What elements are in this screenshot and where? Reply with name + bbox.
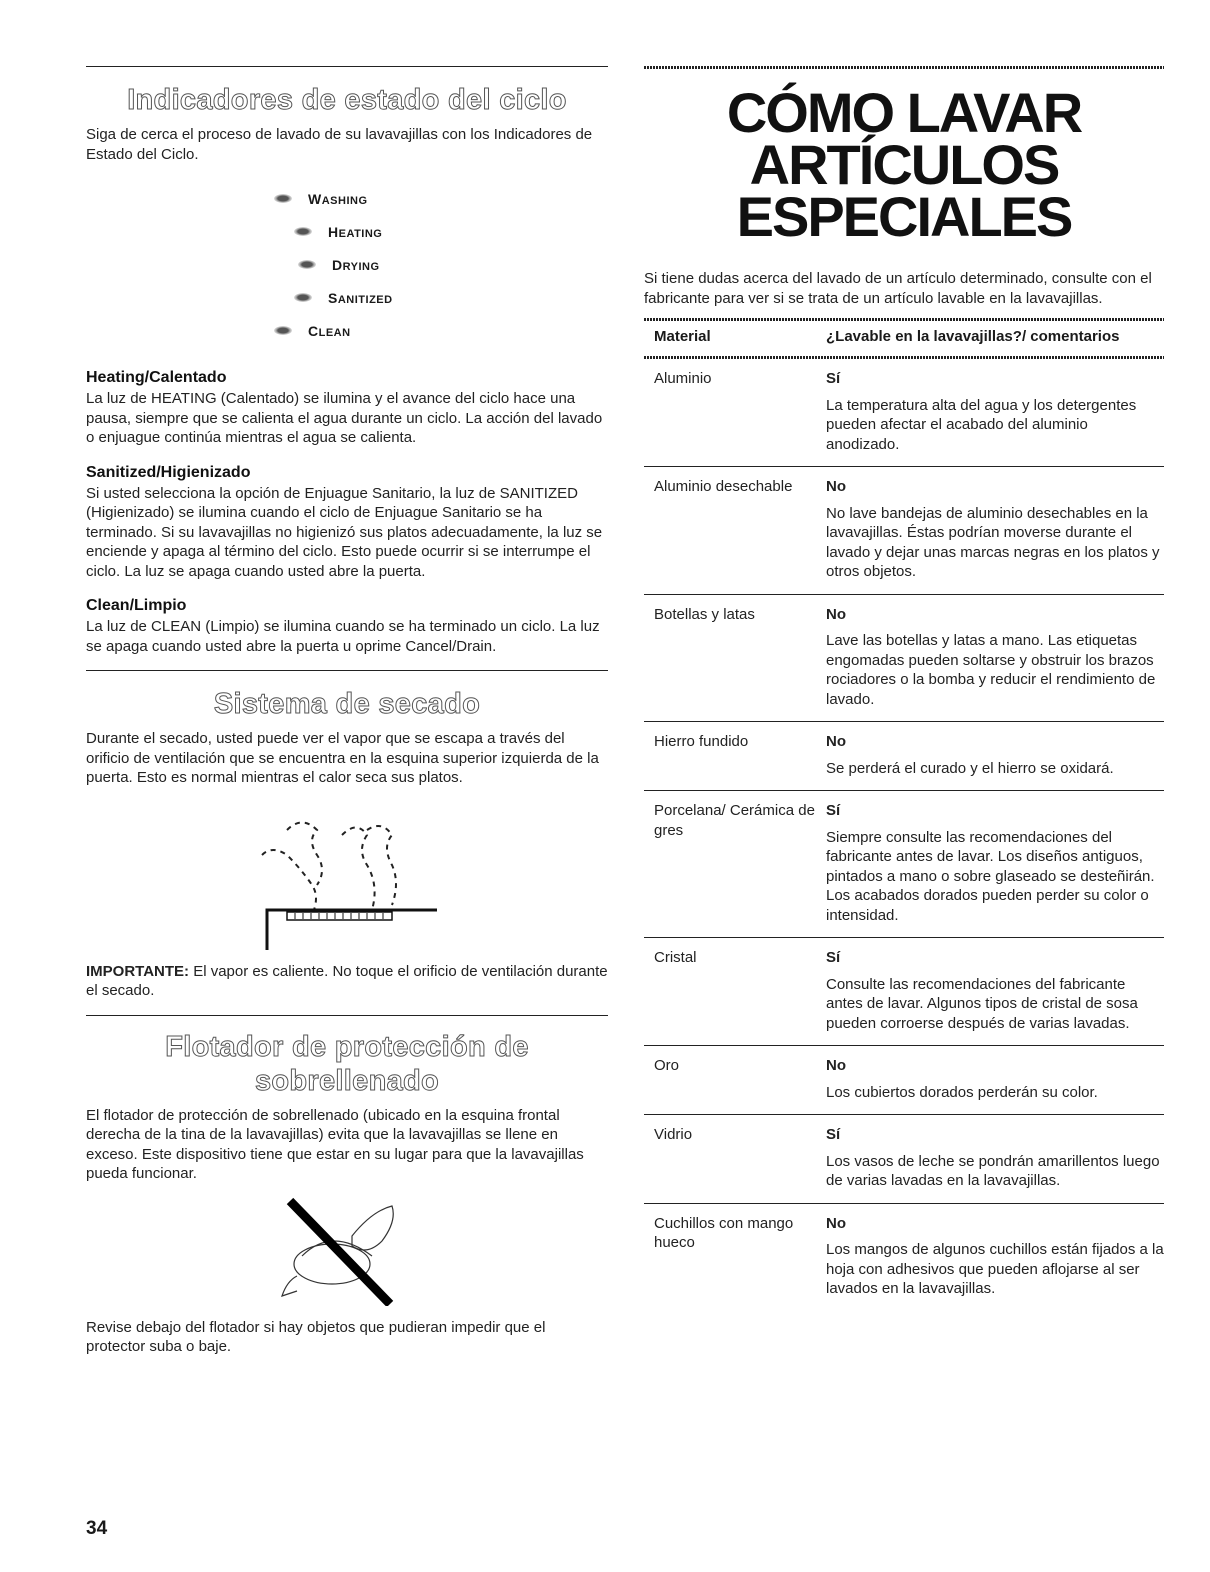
table-row: [644, 722, 1164, 791]
washable-verdict: Sí: [826, 1126, 841, 1143]
comment-text: Los mangos de algunos cuchillos están fijados a la hoja con adhesivos que pueden aflojarse al ser lavados en la lavavajillas.: [826, 1241, 1164, 1297]
table-row: [644, 359, 1164, 467]
section-divider: [86, 1015, 608, 1016]
comment-text: Consulte las recomendaciones del fabricante antes de lavar. Algunos tipos de cristal de sosa pueden corroerse después de varias lavadas.: [826, 975, 1138, 1032]
status-clean: [274, 314, 474, 347]
material-cell: Aluminio desechable: [644, 467, 826, 595]
comment-text: Lave las botellas y latas a mano. Las etiquetas engomadas pueden soltarse y obstruir los brazos rociadores o la bomba y reducir el rendimiento de lavado.: [826, 632, 1156, 708]
indicator-light-icon: [294, 227, 312, 236]
title-line-2: ARTÍCULOS: [749, 133, 1059, 196]
status-washing: [274, 182, 474, 215]
material-cell: Botellas y latas: [644, 594, 826, 722]
table-row: [644, 467, 1164, 595]
title-line-3: ESPECIALES: [736, 185, 1072, 248]
washable-verdict: No: [826, 1214, 846, 1232]
table-row: [644, 1046, 1164, 1115]
indicator-light-icon: [298, 260, 316, 269]
page-number: 34: [86, 1518, 108, 1539]
materials-table: [644, 321, 1164, 1311]
material-cell: Porcelana/ Cerámica de gres: [644, 791, 826, 938]
washable-verdict: Sí: [826, 370, 841, 387]
special-items-intro: Si tiene dudas acerca del lavado de un artículo determinado, consulte con el fabricante para ver si se trata de un artículo lavable en la lavavajillas.: [644, 270, 1152, 307]
float-heading: [86, 1030, 608, 1098]
comment-cell: [826, 722, 1164, 791]
status-sanitized: [294, 281, 474, 314]
cycle-heading: Indicadores de estado del ciclo: [127, 84, 567, 116]
drying-heading: Sistema de secado: [213, 688, 481, 720]
right-column: [644, 66, 1164, 1311]
status-label: CLEAN: [308, 322, 351, 339]
section-divider: [644, 66, 1164, 69]
status-drying: [298, 248, 474, 281]
column-header-washable: ¿Lavable en la lavavajillas?/ comentarios: [826, 328, 1120, 345]
material-cell: Hierro fundido: [644, 722, 826, 791]
status-label: HEATING: [328, 223, 383, 240]
section-divider: [86, 66, 608, 67]
comment-text: Los vasos de leche se pondrán amarillentos luego de varias lavadas en la lavavajillas.: [826, 1152, 1160, 1189]
important-text: El vapor es caliente. No toque el orificio de ventilación durante el secado.: [86, 962, 608, 999]
washable-verdict: No: [826, 733, 846, 750]
float-heading-line2: sobrellenado: [254, 1064, 440, 1097]
comment-cell: [826, 1046, 1164, 1115]
comment-text: La temperatura alta del agua y los detergentes pueden afectar el acabado del aluminio anodizado.: [826, 396, 1137, 453]
comment-cell: [826, 1115, 1164, 1204]
material-cell: Aluminio: [644, 359, 826, 467]
washable-verdict: No: [826, 1057, 846, 1074]
indicator-light-icon: [294, 293, 312, 302]
overfill-float-illustration: [272, 1196, 422, 1306]
washable-verdict: Sí: [826, 802, 841, 819]
comment-cell: [826, 1203, 1164, 1311]
status-label: DRYING: [332, 256, 380, 273]
table-row: [644, 791, 1164, 938]
section-divider: [86, 670, 608, 671]
sanitized-subheading: Sanitized/Higienizado: [86, 463, 251, 481]
materials-table-body: [644, 359, 1164, 1311]
washable-verdict: Sí: [826, 949, 841, 966]
float-heading-line1: Flotador de protección de: [165, 1030, 529, 1063]
clean-text: La luz de CLEAN (Limpio) se ilumina cuando se ha terminado un ciclo. La luz se apaga cuando usted abre la puerta u oprime Cancel/Drain.: [86, 618, 600, 655]
important-note: [86, 962, 608, 1001]
float-note: Revise debajo del flotador si hay objetos que pudieran impedir que el protector suba o baje.: [86, 1318, 546, 1355]
left-column: [86, 66, 608, 1357]
heating-subheading: Heating/Calentado: [86, 369, 227, 386]
washable-verdict: No: [826, 478, 846, 495]
comment-text: Los cubiertos dorados perderán su color.: [826, 1083, 1098, 1101]
washable-verdict: No: [826, 605, 846, 623]
comment-cell: [826, 359, 1164, 467]
table-row: [644, 938, 1164, 1046]
cycle-intro: Siga de cerca el proceso de lavado de su lavavajillas con los Indicadores de Estado del Ciclo.: [86, 126, 593, 163]
comment-cell: [826, 791, 1164, 938]
steam-vent-illustration: [247, 800, 447, 950]
material-cell: Vidrio: [644, 1115, 826, 1204]
indicator-light-icon: [274, 194, 292, 203]
heating-text: La luz de HEATING (Calentado) se ilumina y el avance del ciclo hace una pausa, siempre que se calienta el agua durante un ciclo. La acción del lavado o enjuague continúa mientras el agua se calienta.: [86, 390, 603, 446]
status-label: SANITIZED: [328, 289, 393, 306]
clean-subheading: Clean/Limpio: [86, 597, 187, 614]
material-cell: Oro: [644, 1046, 826, 1115]
comment-cell: [826, 938, 1164, 1046]
important-label: IMPORTANTE:: [86, 962, 190, 980]
comment-cell: [826, 594, 1164, 722]
comment-text: No lave bandejas de aluminio desechables en la lavavajillas. Éstas podrían moverse durante el lavado y dejar unas marcas negras en los platos y otros objetos.: [826, 504, 1160, 580]
sanitized-text: Si usted selecciona la opción de Enjuague Sanitario, la luz de SANITIZED (Higienizado) se ilumina cuando el ciclo de Enjuague Sanitario se ha terminado. Si su lavavajillas no higienizó sus platos adecuadamente, la luz se enciende y apaga al término del ciclo. Esto puede ocurrir si se interrumpe el ciclo. La luz se apaga cuando usted abre la puerta.: [86, 484, 603, 580]
indicator-light-icon: [274, 326, 292, 335]
table-row: [644, 1115, 1164, 1204]
drying-text: Durante el secado, usted puede ver el vapor que se escapa a través del orificio de ventilación que se encuentra en la esquina superior izquierda de la puerta. Esto es normal mientras el calor seca sus platos.: [86, 730, 599, 786]
material-cell: Cuchillos con mango hueco: [654, 1214, 794, 1251]
table-row: [644, 1203, 1164, 1311]
status-label: WASHING: [308, 190, 368, 207]
comment-cell: [826, 467, 1164, 595]
comment-text: Siempre consulte las recomendaciones del fabricante antes de lavar. Los diseños antiguos, pintados a mano o sobre glaseado se desteñirán. Los acabados dorados pueden perder su color o intensidad.: [826, 828, 1155, 924]
page-title: [644, 81, 1164, 248]
title-line-1: CÓMO LAVAR: [726, 81, 1082, 144]
float-text: El flotador de protección de sobrellenado (ubicado en la esquina frontal derecha de la tina de la lavavajillas) evita que la lavavajillas se llene en exceso. Este dispositivo tiene que estar en su lugar para que la lavavajillas pueda funcionar.: [86, 1106, 584, 1182]
material-cell: Cristal: [644, 938, 826, 1046]
column-header-material: Material: [654, 328, 711, 345]
status-indicator-list: [274, 182, 474, 347]
status-heating: [294, 215, 474, 248]
table-header-row: [644, 321, 1164, 356]
comment-text: Se perderá el curado y el hierro se oxidará.: [826, 759, 1114, 777]
table-row: [644, 594, 1164, 722]
